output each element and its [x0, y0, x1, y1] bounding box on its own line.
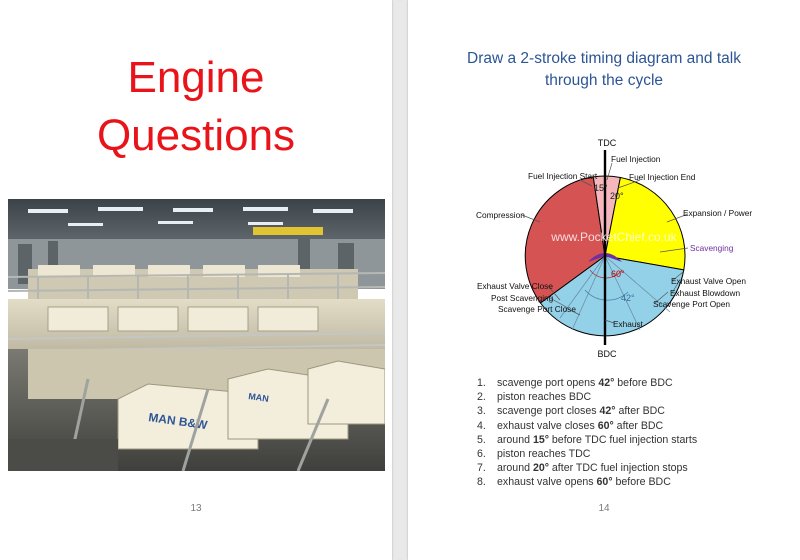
page-number: 14 — [598, 503, 610, 514]
step-text: exhaust valve opens — [497, 476, 597, 489]
cycle-step — [470, 461, 697, 475]
bdc-label: BDC — [597, 349, 617, 359]
cycle-step — [470, 433, 697, 447]
page-heading-line2: through the cycle — [544, 72, 664, 89]
step-text: scavenge port closes — [497, 405, 600, 418]
scavenging-label: Scavenging — [690, 243, 734, 253]
expansion-power-label: Expansion / Power — [683, 208, 753, 218]
angle-15-label: 15° — [594, 183, 608, 193]
angle-42-label: 42° — [621, 293, 635, 303]
page-title-line2: Questions — [96, 111, 296, 160]
step-number: 7. — [477, 462, 486, 475]
step-number: 4. — [477, 419, 486, 432]
page-13 — [0, 0, 392, 560]
timing-diagram — [408, 130, 768, 375]
step-text: around — [497, 433, 533, 446]
tdc-label: TDC — [597, 138, 617, 148]
page-heading-line1: Draw a 2-stroke timing diagram and talk — [467, 50, 741, 67]
page-number: 13 — [190, 503, 202, 514]
photo-brand-text: MAN B&W — [147, 410, 209, 433]
cycle-steps-list — [470, 376, 697, 490]
scavenge-port-open-label: Scavenge Port Open — [653, 299, 731, 309]
engine-room-photo — [8, 199, 385, 471]
exhaust-blowdown-label: Exhaust Blowdown — [670, 288, 741, 298]
step-angle: 15° — [532, 433, 549, 446]
step-angle: 60° — [597, 419, 614, 432]
exhaust-valve-close-label: Exhaust Valve Close — [477, 281, 553, 291]
step-text: piston reaches BDC — [497, 391, 592, 404]
step-text: exhaust valve closes — [497, 419, 598, 432]
step-number: 3. — [477, 405, 486, 418]
scavenge-port-close-label: Scavenge Port Close — [498, 304, 576, 314]
step-angle: 42° — [599, 405, 616, 418]
post-scavenging-label: Post Scavenging — [491, 293, 554, 303]
step-angle: 42° — [598, 377, 615, 389]
step-number: 2. — [477, 391, 486, 404]
step-text: piston reaches TDC — [497, 447, 591, 460]
step-text: scavenge port opens — [497, 377, 599, 389]
step-text-suffix: after TDC fuel injection stops — [548, 462, 688, 475]
step-text: around — [497, 462, 533, 475]
cycle-step — [470, 475, 697, 489]
cycle-step — [470, 404, 697, 418]
exhaust-valve-open-label: Exhaust Valve Open — [671, 276, 747, 286]
cycle-step — [470, 447, 697, 461]
cycle-step — [470, 376, 697, 390]
cycle-step — [470, 419, 697, 433]
page-title-line1: Engine — [127, 53, 265, 102]
step-text-suffix: before BDC — [612, 476, 671, 489]
angle-60-label: 60° — [611, 269, 625, 279]
step-text-suffix: after BDC — [613, 419, 664, 432]
step-number: 1. — [477, 377, 486, 389]
angle-20-label: 20° — [610, 191, 624, 201]
step-number: 6. — [477, 447, 486, 460]
compression-label: Compression — [476, 210, 525, 220]
step-angle: 20° — [532, 462, 549, 475]
diagram-watermark: www.PocketChief.co.uk — [551, 230, 677, 244]
fuel-injection-end-label: Fuel Injection End — [629, 172, 696, 182]
step-text-suffix: before TDC fuel injection starts — [548, 433, 698, 446]
step-number: 5. — [477, 433, 486, 446]
step-number: 8. — [477, 476, 486, 489]
exhaust-label: Exhaust — [613, 319, 643, 329]
svg-text:MAN: MAN — [247, 391, 270, 404]
step-text-suffix: before BDC — [614, 377, 673, 389]
fuel-injection-label: Fuel Injection — [611, 154, 661, 164]
step-text-suffix: after BDC — [615, 405, 665, 418]
step-angle: 60° — [596, 476, 613, 489]
fuel-injection-start-label: Fuel Injection Start — [528, 171, 598, 181]
cycle-step — [470, 390, 697, 404]
